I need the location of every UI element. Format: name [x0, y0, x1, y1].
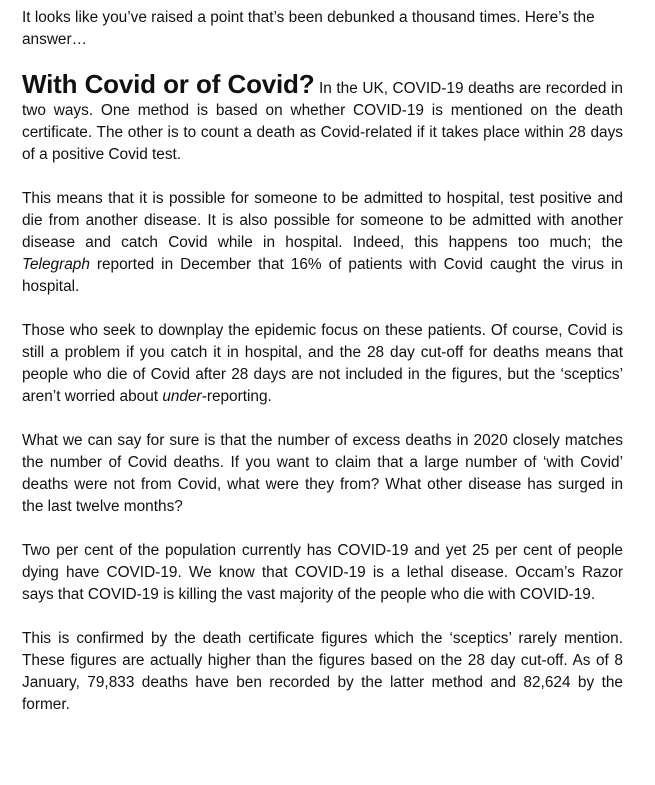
paragraph-hospital-infection [22, 188, 623, 298]
paragraph-downplay [22, 320, 623, 408]
paragraph-recording-methods [22, 69, 623, 166]
document-body [22, 7, 623, 738]
paragraph-text: Those who seek to downplay the epidemic focus on these patients. Of course, Covid is still a problem if you catch it in hospital, and the 28 day cut-off for deaths means that people who die of Covid after 28 days are not included in the figures, but the ‘sceptics’ aren’t worried about [22, 322, 623, 405]
paragraph-excess-deaths: What we can say for sure is that the number of excess deaths in 2020 closely matches the number of Covid deaths. If you want to claim that a large number of ‘with Covid’ deaths were not from Covid, what were they from? What other disease has surged in the last twelve months? [22, 432, 623, 515]
intro-text: It looks like you’ve raised a point that’s been debunked a thousand times. Here’s the answer… [22, 9, 595, 48]
paragraph-text: In the UK, COVID-19 deaths are recorded in two ways. One method is based on whether COVID-19 is mentioned on the death certificate. The other is to count a death as Covid-related if it takes place within 28 days of a positive Covid test. [22, 80, 623, 163]
emphasis-text: under [162, 388, 202, 405]
paragraph-occams-razor: Two per cent of the population currently has COVID-19 and yet 25 per cent of people dying have COVID-19. We know that COVID-19 is a lethal disease. Occam’s Razor says that COVID-19 is killing the vast majority of the people who die with COVID-19. [22, 542, 623, 603]
section-heading: With Covid or of Covid? [22, 69, 315, 99]
paragraph-text: This means that it is possible for someone to be admitted to hospital, test positive and die from another disease. It is also possible for someone to be admitted with another disease and catch Covid while in hospital. Indeed, this happens too much; the [22, 190, 623, 251]
paragraph-death-certificates: This is confirmed by the death certificate figures which the ‘sceptics’ rarely mention. These figures are actually higher than the figures based on the 28 day cut-off. As of 8 January, 79,833 deaths have ben recorded by the latter method and 82,624 by the former. [22, 630, 623, 713]
paragraph-text: reported in December that 16% of patients with Covid caught the virus in hospital. [22, 256, 623, 295]
paragraph-text: -reporting. [201, 388, 272, 405]
publication-name: Telegraph [22, 256, 90, 273]
